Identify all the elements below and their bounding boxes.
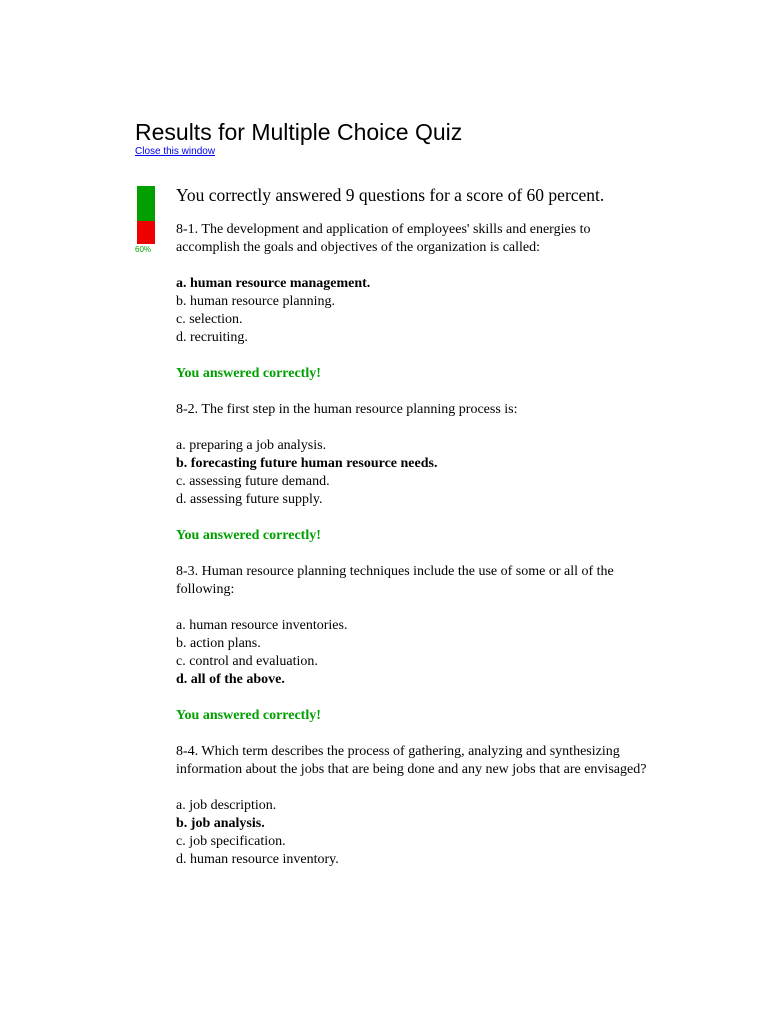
question-text: 8-2. The first step in the human resource planning process is: bbox=[176, 402, 518, 417]
answer-option: c. job specification. bbox=[176, 834, 286, 849]
answer-options bbox=[176, 617, 656, 689]
answer-option: b. human resource planning. bbox=[176, 294, 336, 309]
question-block bbox=[176, 743, 656, 869]
answer-option: a. human resource inventories. bbox=[176, 618, 348, 633]
question-block bbox=[176, 401, 656, 545]
page-title: Results for Multiple Choice Quiz bbox=[135, 119, 463, 145]
answer-option: d. human resource inventory. bbox=[176, 852, 339, 867]
answer-option: d. recruiting. bbox=[176, 330, 248, 345]
question-text: 8-4. Which term describes the process of gathering, analyzing and synthesizing information about the jobs that are being done and any new jobs that are envisaged? bbox=[176, 744, 647, 777]
answer-option: b. job analysis. bbox=[176, 816, 265, 831]
answer-option: c. selection. bbox=[176, 312, 243, 327]
answer-feedback: You answered correctly! bbox=[176, 528, 321, 543]
results-content bbox=[176, 183, 656, 887]
score-bar-incorrect bbox=[137, 221, 155, 244]
answer-options bbox=[176, 797, 656, 869]
answer-option: c. control and evaluation. bbox=[176, 654, 318, 669]
answer-option: b. action plans. bbox=[176, 636, 261, 651]
answer-option: a. preparing a job analysis. bbox=[176, 438, 327, 453]
score-bar bbox=[137, 186, 155, 244]
answer-option: a. job description. bbox=[176, 798, 277, 813]
score-percent-label: 60% bbox=[135, 245, 152, 254]
answer-option: a. human resource management. bbox=[176, 276, 371, 291]
answer-option: d. all of the above. bbox=[176, 672, 285, 687]
answer-options bbox=[176, 437, 656, 509]
close-window-link[interactable]: Close this window bbox=[135, 146, 216, 157]
score-bar-correct bbox=[137, 186, 155, 221]
question-text: 8-1. The development and application of employees' skills and energies to accomplish the goals and objectives of the organization is called: bbox=[176, 222, 591, 255]
answer-option: c. assessing future demand. bbox=[176, 474, 330, 489]
question-block bbox=[176, 563, 656, 725]
answer-feedback: You answered correctly! bbox=[176, 366, 321, 381]
answer-option: b. forecasting future human resource needs. bbox=[176, 456, 438, 471]
question-text: 8-3. Human resource planning techniques include the use of some or all of the following: bbox=[176, 564, 614, 597]
answer-options bbox=[176, 275, 656, 347]
answer-option: d. assessing future supply. bbox=[176, 492, 323, 507]
score-summary: You correctly answered 9 questions for a score of 60 percent. bbox=[176, 185, 605, 205]
answer-feedback: You answered correctly! bbox=[176, 708, 321, 723]
question-block bbox=[176, 221, 656, 383]
